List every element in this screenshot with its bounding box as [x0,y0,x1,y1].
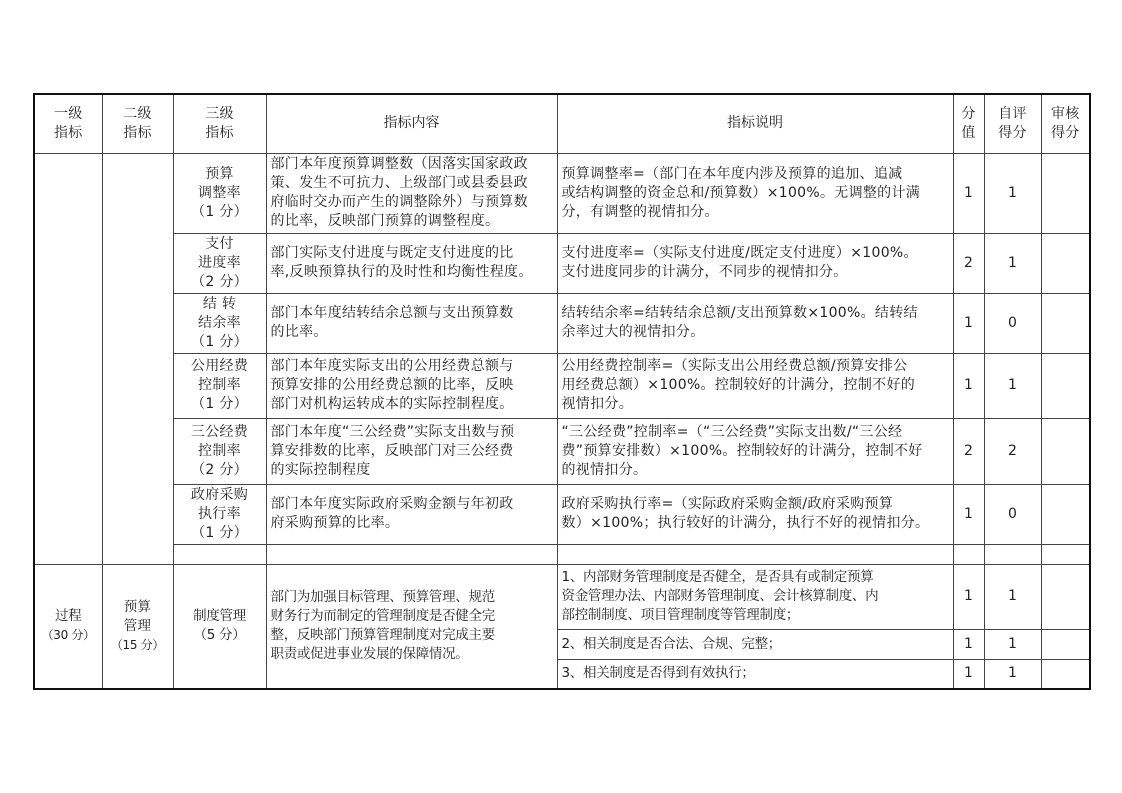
indicator-content: 部门本年度“三公经费”实际支出数与预 算安排数的比率，反映部门对三公经费 的实际控制程度 [266,418,557,484]
level1-label: 过程 [55,608,82,625]
indicator-content: 部门本年度实际政府采购金额与年初政 府采购预算的比率。 [266,484,557,544]
score-value: 1 [953,629,984,659]
audit-score [1041,418,1090,484]
self-score: 1 [984,564,1041,629]
table-row [34,153,1090,233]
score-value: 2 [953,418,984,484]
self-score: 2 [984,418,1041,484]
score-value: 1 [953,564,984,629]
indicator-description: 3、相关制度是否得到有效执行； [557,659,953,689]
audit-score [1041,293,1090,353]
header-description: 指标说明 [557,94,953,153]
empty-cell [557,544,953,564]
table-row [34,353,1090,418]
empty-cell [1041,544,1090,564]
header-self-score: 自评 得分 [984,94,1041,153]
indicator-content: 部门本年度预算调整数（因落实国家政政 策、发生不可抗力、上级部门或县委县政 府临时交办而产生的调整除外）与预算数 的比率，反映部门预算的调整程度。 [266,153,557,233]
performance-indicator-table [33,93,1091,690]
level3-name: 预算 调整率 （1 分） [173,153,266,233]
indicator-description: 公用经费控制率=（实际支出公用经费总额/预算安排公 用经费总额）×100%。控制较好的计满分，控制不好的 视情扣分。 [557,353,953,418]
header-content: 指标内容 [266,94,557,153]
indicator-description: 1、内部财务管理制度是否健全，是否具有或制定预算 资金管理办法、内部财务管理制度、会计核算制度、内 部控制制度、项目管理制度等管理制度； [557,564,953,629]
header-level3: 三级 指标 [173,94,266,153]
level2-cell-empty [102,153,173,564]
level3-name: 结 转 结余率 （1 分） [173,293,266,353]
score-value: 1 [953,484,984,544]
table-row [34,293,1090,353]
audit-score [1041,353,1090,418]
header-row [34,94,1090,153]
empty-cell [266,544,557,564]
self-score: 1 [984,153,1041,233]
score-value: 1 [953,293,984,353]
audit-score [1041,484,1090,544]
indicator-content: 部门本年度结转结余总额与支出预算数 的比率。 [266,293,557,353]
self-score: 1 [984,353,1041,418]
score-value: 1 [953,353,984,418]
table-row [34,233,1090,293]
indicator-description: 预算调整率=（部门在本年度内涉及预算的追加、追减 或结构调整的资金总和/预算数）×100%。无调整的计满 分，有调整的视情扣分。 [557,153,953,233]
self-score: 1 [984,659,1041,689]
level2-score: （15 分） [110,637,165,652]
indicator-description: 支付进度率=（实际支付进度/既定支付进度）×100%。 支付进度同步的计满分，不同步的视情扣分。 [557,233,953,293]
empty-cell [953,544,984,564]
empty-cell [173,544,266,564]
self-score: 1 [984,233,1041,293]
self-score: 0 [984,484,1041,544]
audit-score [1041,564,1090,629]
indicator-description: 结转结余率=结转结余总额/支出预算数×100%。结转结 余率过大的视情扣分。 [557,293,953,353]
empty-row [34,544,1090,564]
level3-system-management: 制度管理 （5 分） [173,564,266,689]
score-value: 2 [953,233,984,293]
table-row [34,418,1090,484]
audit-score [1041,233,1090,293]
level3-name: 支付 进度率 （2 分） [173,233,266,293]
indicator-content: 部门为加强目标管理、预算管理、规范 财务行为而制定的管理制度是否健全完 整，反映部门预算管理制度对完成主要 职责或促进事业发展的保障情况。 [266,564,557,689]
level3-name: 公用经费 控制率 （1 分） [173,353,266,418]
score-value: 1 [953,153,984,233]
header-audit-score: 审核 得分 [1041,94,1090,153]
indicator-content: 部门本年度实际支出的公用经费总额与 预算安排的公用经费总额的比率，反映 部门对机构运转成本的实际控制程度。 [266,353,557,418]
process-row [34,564,1090,629]
self-score: 1 [984,629,1041,659]
audit-score [1041,659,1090,689]
level3-name: 三公经费 控制率 （2 分） [173,418,266,484]
header-score: 分 值 [953,94,984,153]
indicator-description: 政府采购执行率=（实际政府采购金额/政府采购预算 数）×100%；执行较好的计满分，执行不好的视情扣分。 [557,484,953,544]
level1-cell-empty [34,153,102,564]
level3-name: 政府采购 执行率 （1 分） [173,484,266,544]
indicator-description: 2、相关制度是否合法、合规、完整； [557,629,953,659]
header-level2: 二级 指标 [102,94,173,153]
audit-score [1041,153,1090,233]
level2-budget-management [102,564,173,689]
level1-process [34,564,102,689]
audit-score [1041,629,1090,659]
empty-cell [984,544,1041,564]
self-score: 0 [984,293,1041,353]
indicator-content: 部门实际支付进度与既定支付进度的比 率,反映预算执行的及时性和均衡性程度。 [266,233,557,293]
header-level1: 一级 指标 [34,94,102,153]
level1-score: （30 分） [41,628,95,643]
table-row [34,484,1090,544]
level2-label: 预算 管理 [123,598,152,634]
score-value: 1 [953,659,984,689]
indicator-description: “三公经费”控制率=（“三公经费”实际支出数/“三公经 费”预算安排数）×100%。控制较好的计满分，控制不好 的视情扣分。 [557,418,953,484]
